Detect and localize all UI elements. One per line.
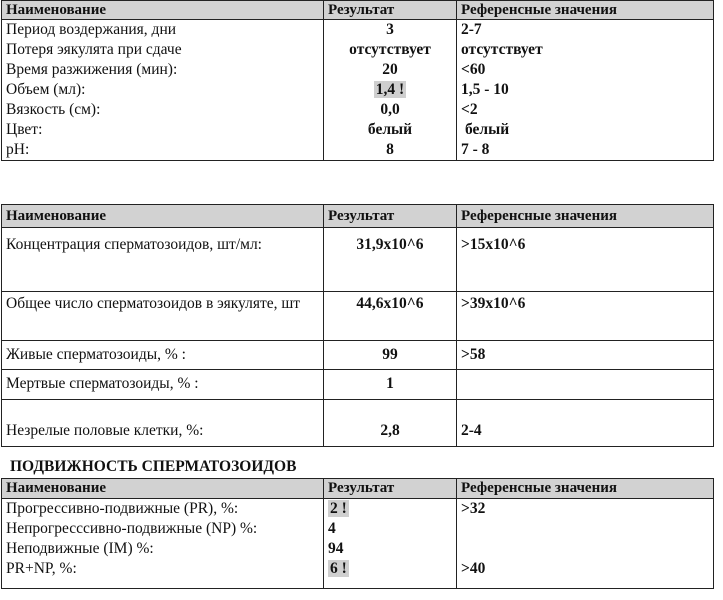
sperm-count-table: [1, 204, 714, 447]
param-result: белый: [324, 120, 457, 140]
table-header-row: [2, 205, 714, 228]
table-row: [2, 40, 714, 60]
param-reference: <2: [457, 100, 714, 120]
table-row: [2, 100, 714, 120]
param-name: Неподвижные (IM) %:: [2, 539, 324, 559]
param-result: отсутствует: [324, 40, 457, 60]
motility-section-title: ПОДВИЖНОСТЬ СПЕРМАТОЗОИДОВ: [10, 458, 297, 475]
param-reference: >32: [457, 499, 714, 520]
table-row: [2, 370, 714, 400]
table-row: [2, 140, 714, 161]
param-reference: 2-7: [457, 20, 714, 41]
param-reference: >40: [457, 559, 714, 589]
header-result: Результат: [324, 205, 457, 228]
header-reference: Референсные значения: [457, 205, 714, 228]
table-row: [2, 519, 714, 539]
param-result-cell: [324, 559, 457, 589]
header-reference: Референсные значения: [457, 1, 714, 20]
param-result: 94: [324, 539, 457, 559]
param-reference: >15x10^6: [457, 228, 714, 292]
header-name: Наименование: [2, 479, 324, 499]
param-name: Цвет:: [2, 120, 324, 140]
param-result: 20: [324, 60, 457, 80]
abnormal-result: 2 !: [330, 500, 347, 517]
table-row: [2, 228, 714, 292]
table-row: [2, 559, 714, 589]
param-name: Живые сперматозоиды, % :: [2, 341, 324, 370]
param-result: 3: [324, 20, 457, 41]
param-reference: белый: [457, 120, 714, 140]
table-row: [2, 539, 714, 559]
table-row: [2, 60, 714, 80]
table-row: [2, 292, 714, 341]
abnormal-result: 1,4 !: [375, 81, 405, 98]
abnormal-result: 6 !: [330, 560, 347, 577]
header-result: Результат: [324, 1, 457, 20]
param-reference: [457, 519, 714, 539]
header-name: Наименование: [2, 1, 324, 20]
param-name: Непрогресссивно-подвижные (NP) %:: [2, 519, 324, 539]
param-name: pH:: [2, 140, 324, 161]
param-result: 8: [324, 140, 457, 161]
param-reference: [457, 370, 714, 400]
header-result: Результат: [324, 479, 457, 499]
param-reference: >39x10^6: [457, 292, 714, 341]
param-result: 0,0: [324, 100, 457, 120]
table-row: [2, 20, 714, 41]
param-result: 2,8: [324, 400, 457, 447]
param-name: Незрелые половые клетки, %:: [2, 400, 324, 447]
param-name: Вязкость (см):: [2, 100, 324, 120]
param-name: Время разжижения (мин):: [2, 60, 324, 80]
param-reference: [457, 539, 714, 559]
param-reference: >58: [457, 341, 714, 370]
table-row: [2, 341, 714, 370]
header-name: Наименование: [2, 205, 324, 228]
table-header-row: [2, 479, 714, 499]
table-row: [2, 400, 714, 447]
param-result: 1: [324, 370, 457, 400]
param-reference: 2-4: [457, 400, 714, 447]
table-row: [2, 120, 714, 140]
semen-general-table: [1, 0, 714, 161]
param-result: 4: [324, 519, 457, 539]
param-reference: отсутствует: [457, 40, 714, 60]
sperm-motility-table: [1, 478, 714, 589]
table-header-row: [2, 1, 714, 20]
param-name: Мертвые сперматозоиды, % :: [2, 370, 324, 400]
param-name: Период воздержания, дни: [2, 20, 324, 41]
param-result-cell: [324, 80, 457, 100]
header-reference: Референсные значения: [457, 479, 714, 499]
param-name: Общее число сперматозоидов в эякуляте, шт: [2, 292, 324, 341]
param-reference: 7 - 8: [457, 140, 714, 161]
param-name: Прогрессивно-подвижные (PR), %:: [2, 499, 324, 520]
param-result: 31,9x10^6: [324, 228, 457, 292]
param-result: 99: [324, 341, 457, 370]
param-name: Объем (мл):: [2, 80, 324, 100]
param-reference: <60: [457, 60, 714, 80]
table-row: [2, 80, 714, 100]
table-row: [2, 499, 714, 520]
param-name: Концентрация сперматозоидов, шт/мл:: [2, 228, 324, 292]
param-reference: 1,5 - 10: [457, 80, 714, 100]
param-name: PR+NP, %:: [2, 559, 324, 589]
param-name: Потеря эякулята при сдаче: [2, 40, 324, 60]
param-result-cell: [324, 499, 457, 520]
param-result: 44,6x10^6: [324, 292, 457, 341]
